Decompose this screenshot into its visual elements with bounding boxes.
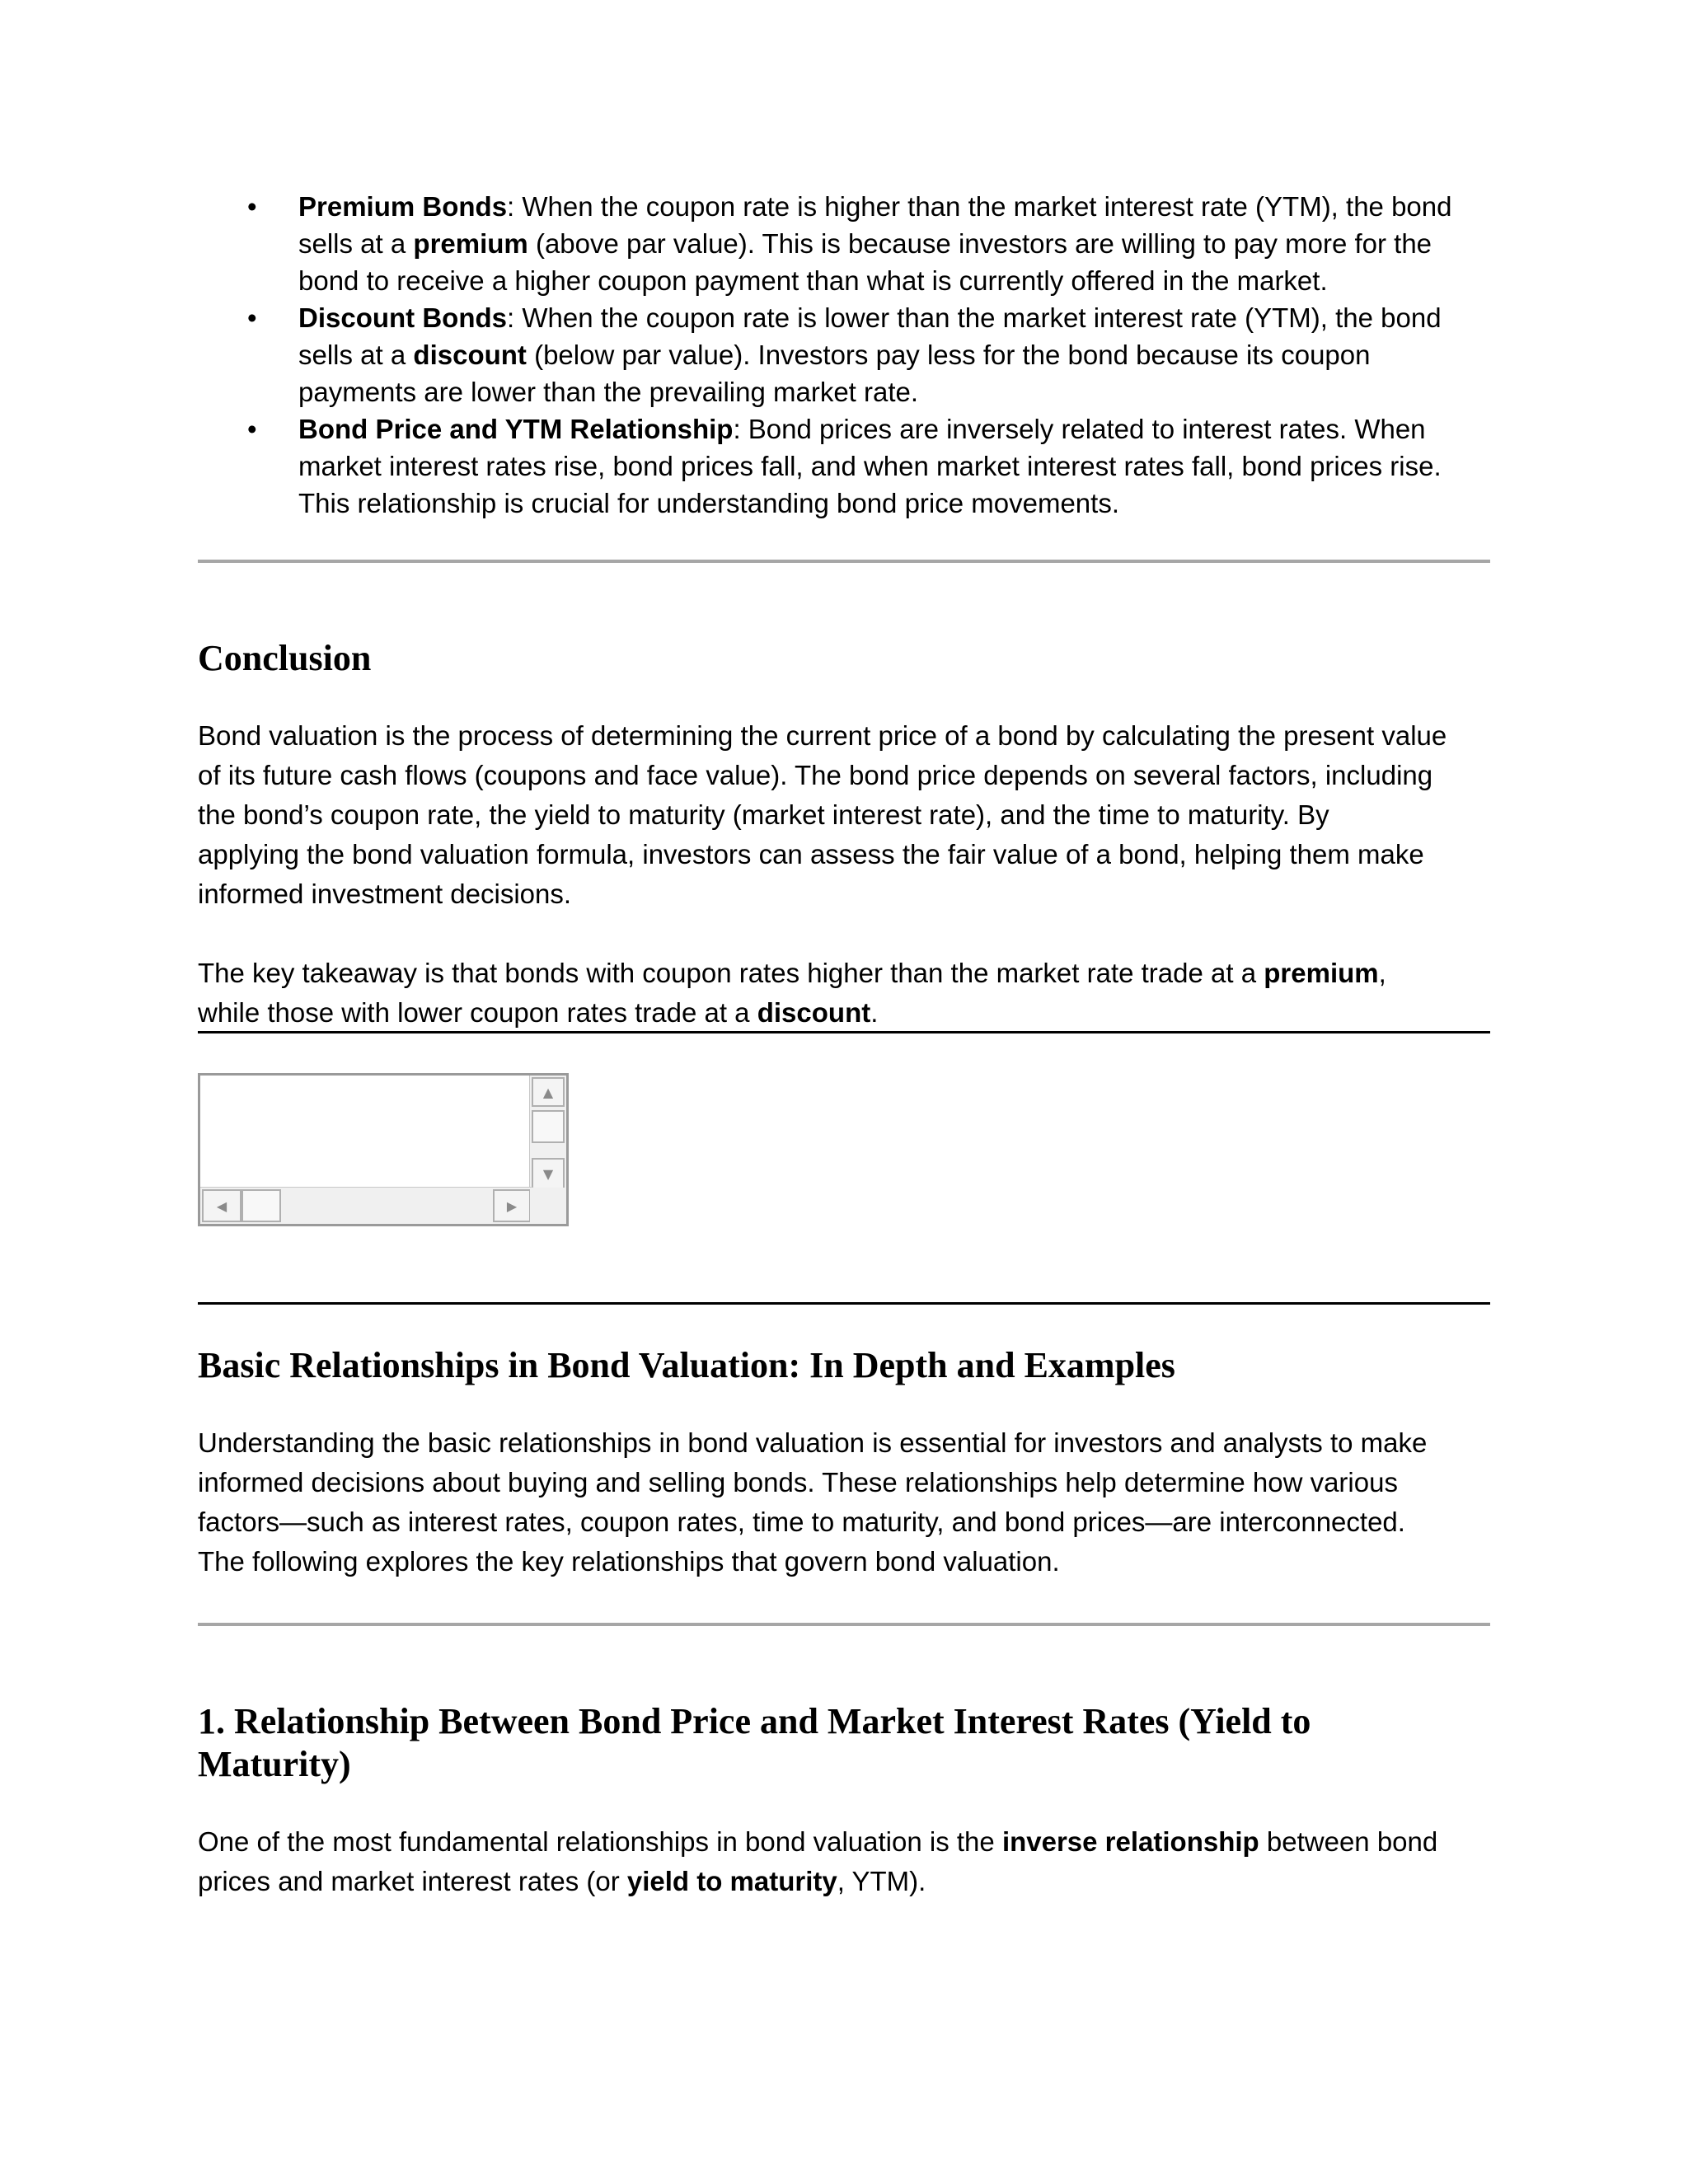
bullet-term: Premium Bonds xyxy=(298,191,508,222)
document-page xyxy=(198,188,1490,1901)
scroll-down-icon[interactable]: ▼ xyxy=(532,1158,565,1189)
scroll-up-icon[interactable]: ▲ xyxy=(532,1077,565,1107)
horizontal-scrollbar[interactable] xyxy=(200,1187,532,1224)
bullet-list xyxy=(198,188,1490,522)
takeaway-paragraph: The key takeaway is that bonds with coupon rates higher than the market rate trade at a premium, while those with lower coupon rates trade at a discount. xyxy=(198,958,1386,1028)
list-item: • Discount Bonds: When the coupon rate is lower than the market interest rate (YTM), the bond sells at a discount (below par value). Investors pay less for the bond because its coupon payments are lower than the prevailing market rate. xyxy=(198,299,1490,410)
basic-relationships-paragraph: Understanding the basic relationships in bond valuation is essential for investors and analysts to make informed decisions about buying and selling bonds. These relationships help determine how various factors—such as interest rates, coupon rates, time to maturity, and bond prices—are interconnected. The following explores the key relationships that govern bond valuation. xyxy=(198,1427,1428,1577)
bullet-icon: • xyxy=(247,191,257,222)
bullet-icon: • xyxy=(247,414,257,444)
bullet-term: Bond Price and YTM Relationship xyxy=(298,414,734,444)
section-divider xyxy=(198,1302,1490,1305)
basic-relationships-heading: Basic Relationships in Bond Valuation: In Depth and Examples xyxy=(198,1345,1175,1385)
list-item: • Premium Bonds: When the coupon rate is higher than the market interest rate (YTM), the bond sells at a premium (above par value). This is because investors are willing to pay more for the bond to receive a higher coupon payment than what is currently offered in the market. xyxy=(198,188,1490,299)
scroll-left-icon[interactable]: ◀ xyxy=(202,1189,241,1222)
list-item: • Bond Price and YTM Relationship: Bond prices are inversely related to interest rates. When market interest rates rise, bond prices fall, and when market interest rates fall, bond prices rise. This relationship is crucial for understanding bond price movements. xyxy=(198,410,1490,522)
section-1-paragraph: One of the most fundamental relationships in bond valuation is the inverse relationship between bond prices and market interest rates (or yield to maturity, YTM). xyxy=(198,1826,1438,1896)
bullet-icon: • xyxy=(247,302,257,333)
conclusion-paragraph: Bond valuation is the process of determining the current price of a bond by calculating the present value of its future cash flows (coupons and face value). The bond price depends on several factors, including the bond’s coupon rate, the yield to maturity (market interest rate), and the time to maturity. By applying the bond valuation formula, investors can assess the fair value of a bond, helping them make informed investment decisions. xyxy=(198,720,1447,909)
scrollbar-corner xyxy=(530,1188,566,1224)
vertical-scroll-thumb[interactable] xyxy=(532,1110,565,1143)
section-divider xyxy=(198,560,1490,563)
section-1-heading: 1. Relationship Between Bond Price and Market Interest Rates (Yield to Maturity) xyxy=(198,1701,1311,1784)
bullet-term: Discount Bonds xyxy=(298,302,507,333)
scroll-right-icon[interactable]: ▶ xyxy=(493,1189,531,1222)
section-divider xyxy=(198,1623,1490,1626)
horizontal-scroll-thumb[interactable] xyxy=(241,1189,281,1222)
conclusion-heading: Conclusion xyxy=(198,638,372,678)
vertical-scrollbar[interactable] xyxy=(529,1076,566,1191)
embedded-textarea[interactable] xyxy=(198,1073,569,1226)
